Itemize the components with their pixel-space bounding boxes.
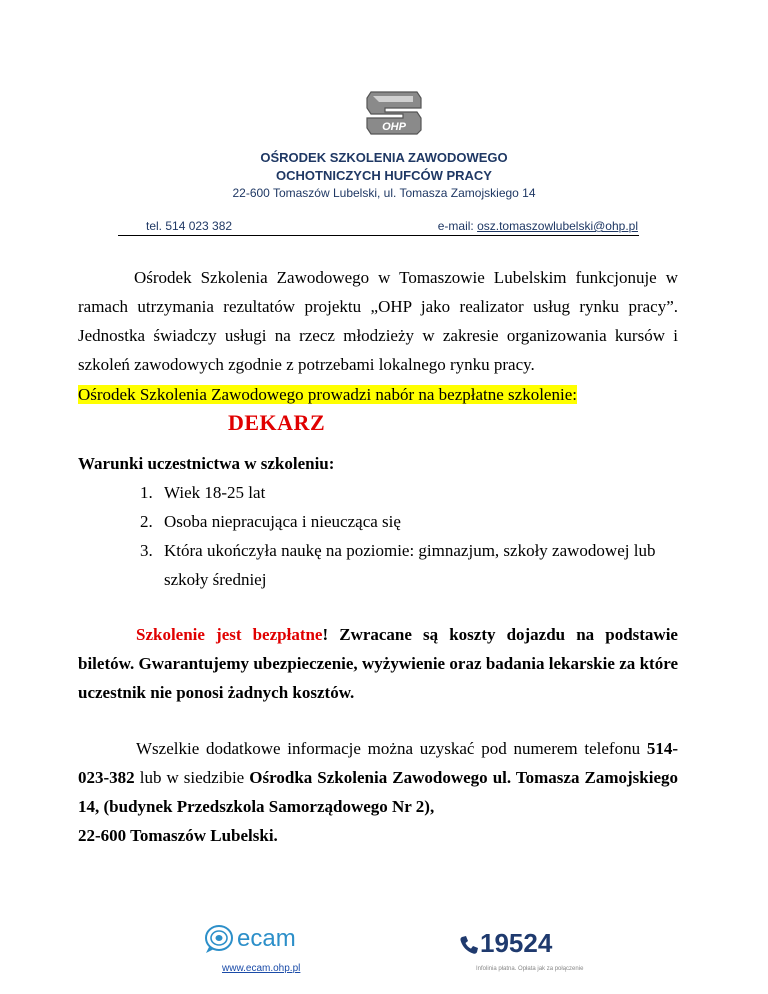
conditions-list	[140, 478, 700, 594]
intro-paragraph	[78, 263, 678, 379]
list-item: 1. Wiek 18-25 lat	[140, 483, 266, 502]
free-training-highlight: Szkolenie jest bezpłatne	[136, 625, 323, 644]
ecam-name: ecam	[237, 925, 296, 952]
email-link[interactable]: osz.tomaszowlubelski@ohp.pl	[477, 219, 638, 233]
contact-city: 22-600 Tomaszów Lubelski.	[78, 826, 278, 845]
list-item: 2. Osoba niepracująca i nieucząca się	[140, 512, 401, 531]
institution-subname: OCHOTNICZYCH HUFCÓW PRACY	[276, 168, 492, 183]
free-training-text: ! Zwracane są koszty dojazdu na podstawie biletów. Gwarantujemy ubezpieczenie, wyżywienie oraz badania lekarskie za które uczestnik nie ponosi żadnych kosztów.	[78, 625, 678, 702]
ohp-logo	[363, 88, 425, 138]
ohp-logo-text: OHP	[382, 121, 406, 133]
header-divider	[118, 235, 639, 236]
ecam-link[interactable]: www.ecam.ohp.pl	[222, 963, 301, 974]
free-training-paragraph	[78, 620, 678, 707]
recruitment-notice	[78, 383, 577, 407]
list-item: 3. Która ukończyła naukę na poziomie: gimnazjum, szkoły zawodowej lub szkoły średniej	[140, 541, 656, 589]
intro-text: Ośrodek Szkolenia Zawodowego w Tomaszowie Lubelskim funkcjonuje w ramach utrzymania rezultatów projektu „OHP jako realizator usług rynku pracy”. Jednostka świadczy usługi na rzecz młodzieży w zakresie organizowania kursów i szkoleń zawodowych zgodnie z potrzebami lokalnego rynku pracy.	[78, 268, 678, 374]
hotline-number: 19524	[480, 928, 553, 958]
institution-name: OŚRODEK SZKOLENIA ZAWODOWEGO	[260, 150, 508, 165]
contact-paragraph: Wszelkie dodatkowe informacje można uzyskać pod numerem telefonu 514-023-382 lub w siedzibie Ośrodka Szkolenia Zawodowego ul. Tomasza Zamojskiego 14, (budynek Przedszkola Samorządowego Nr 2), 22-600 Tomaszów Lubelski.	[78, 739, 678, 845]
header-email	[438, 219, 638, 233]
contact-phone: 514-023-382	[78, 739, 678, 787]
recruitment-text: Ośrodek Szkolenia Zawodowego prowadzi nabór na bezpłatne szkolenie:	[78, 385, 577, 404]
contact-place: Ośrodka Szkolenia Zawodowego ul. Tomasza Zamojskiego 14, (budynek Przedszkola Samorządowego Nr 2),	[78, 768, 678, 816]
email-label: e-mail:	[437, 219, 478, 233]
hotline-note: Infolinia płatna. Opłata jak za połączenie	[476, 966, 584, 972]
course-title: DEKARZ	[228, 410, 326, 435]
phone-icon	[458, 934, 480, 956]
header-phone: tel. 514 023 382	[146, 219, 233, 233]
ecam-logo	[203, 920, 313, 956]
conditions-heading: Warunki uczestnictwa w szkoleniu:	[78, 454, 335, 473]
institution-address: 22-600 Tomaszów Lubelski, ul. Tomasza Zamojskiego 14	[232, 186, 536, 200]
